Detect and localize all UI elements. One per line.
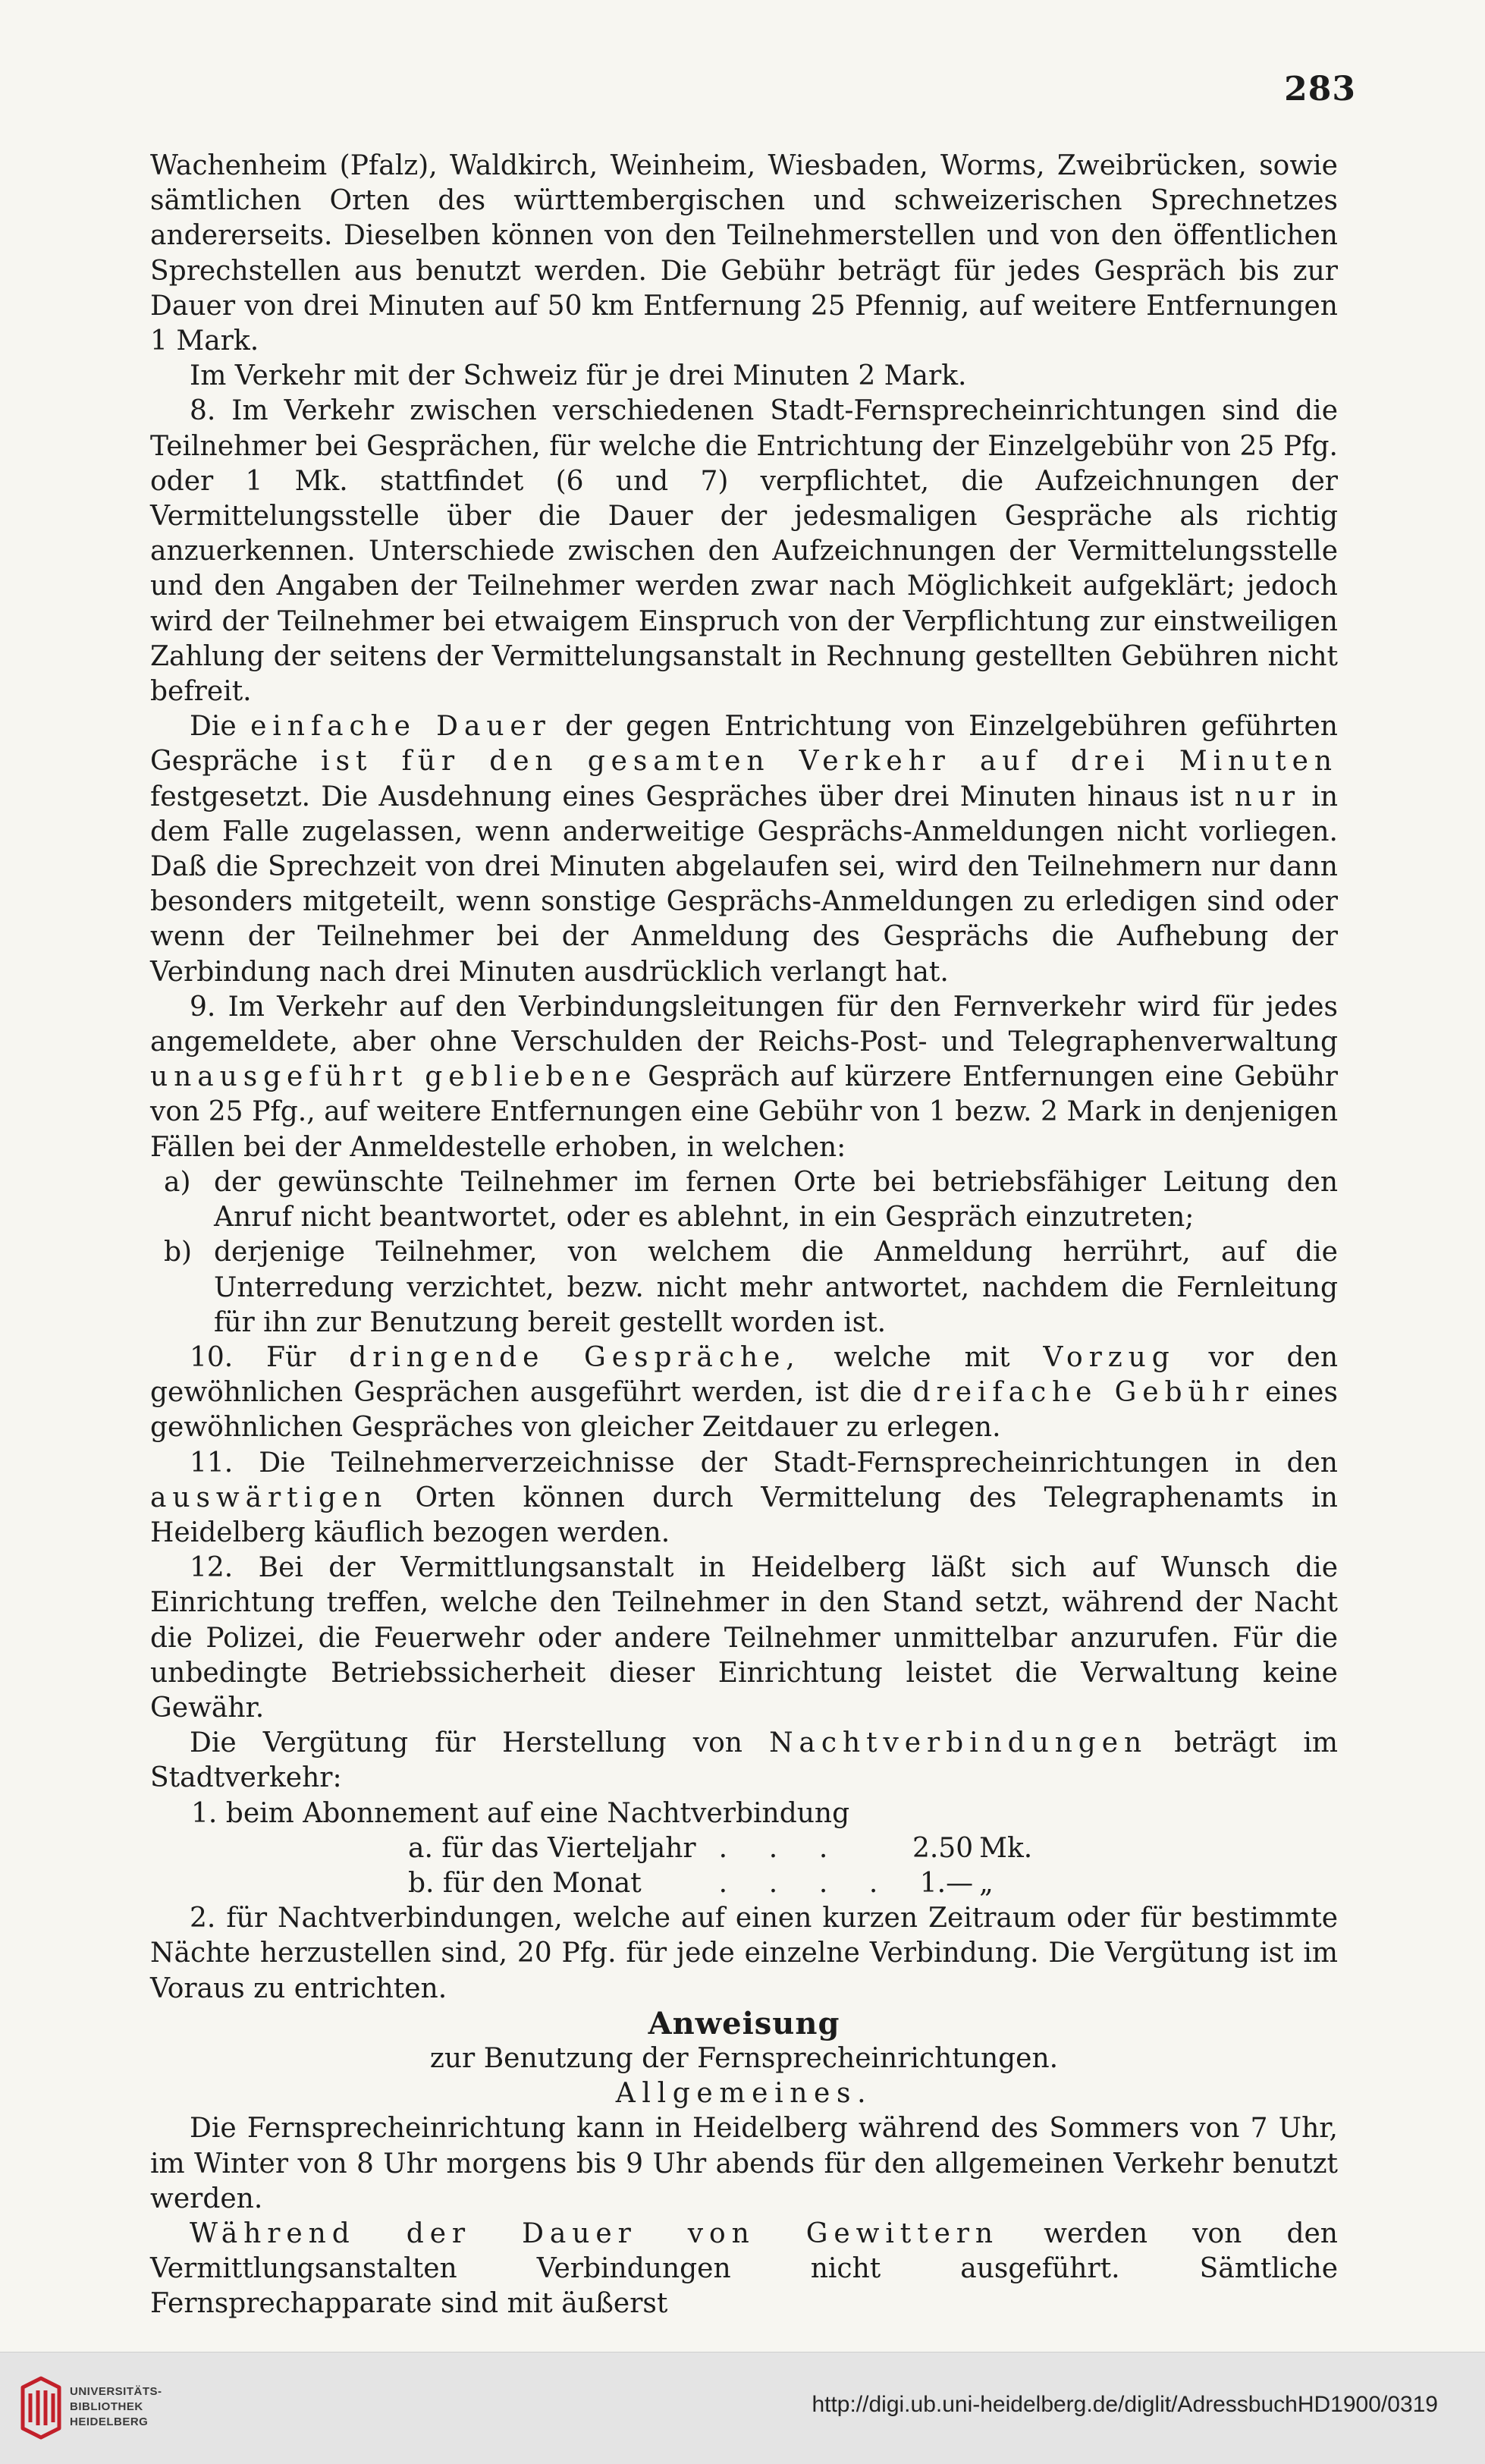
list-label: b) xyxy=(164,1237,193,1268)
s11-text-1: 11. Die Teilnehmerverzeichnisse der Stadt-Fernsprecheinrichtungen in den xyxy=(190,1447,1338,1479)
s8-text-1: der gegen Entrichtung von Einzelgebühren geführten Gespräche xyxy=(150,711,1338,778)
section-8-paragraph: 8. Im Verkehr zwischen verschiedenen Stadt-Fernsprecheinrichtungen sind die Teilnehmer bei Gesprächen, für welche die Entrichtung der Einzelgebühr von 25 Pfg. oder 1 Mk. stattfindet (6 und 7) verpflichtet, die Aufzeichnungen der Vermittelungsstelle über die Dauer der jedesmaligen Gespräche als richtig anzuerkennen. Unterschiede zwischen den Aufzeichnungen der Vermittelungsstelle und den Angaben der Teilnehmer werden zwar nach Möglichkeit aufgeklärt; jedoch wird der Teilnehmer bei etwaigem Einspruch von der Verpflichtung zur einstweiligen Zahlung der seitens der Vermittelungsanstalt in Rechnung gestellten Gebühren nicht befreit. xyxy=(150,395,1338,708)
rate-unit: Mk. xyxy=(979,1832,1033,1864)
spaced-thunderstorms: Während der Dauer von Gewittern xyxy=(190,2217,1000,2249)
viewer-footer xyxy=(0,2352,1485,2464)
intro-paragraph: Wachenheim (Pfalz), Waldkirch, Weinheim, Wiesbaden, Worms, Zweibrücken, sowie sämtlichen Orten des württembergischen und schweizerischen Sprechnetzes andererseits. Dieselben können von den Teilnehmerstellen und von den öffentlichen Sprechstellen aus benutzt werden. Die Gebühr beträgt für jedes Gespräch bis zur Dauer von drei Minuten auf 50 km Entfernung 25 Pfennig, auf weitere Entfernungen 1 Mark. xyxy=(150,150,1338,357)
rate-leader-dots: . . . . xyxy=(718,1867,894,1899)
s10-spaced-urgent-calls: dringende Gespräche, xyxy=(349,1341,801,1373)
intro-swiss-line: Im Verkehr mit der Schweiz für je drei Minuten 2 Mark. xyxy=(190,360,967,392)
night-connection-rates xyxy=(408,1831,1032,1901)
anweisung-paragraph-2 xyxy=(150,2217,1338,2322)
s9-text-2: Gespräch auf kürzere Entfernungen eine Gebühr von 25 Pfg., auf weitere Entfernungen eine Gebühr von 1 bezw. 2 Mark in denjenigen Fällen bei der Anmeldestelle erhoben, in welchen: xyxy=(150,1061,1338,1163)
section-9-item-a xyxy=(150,1165,1338,1235)
s10-text-2: welche mit xyxy=(834,1341,1010,1373)
library-logo-icon xyxy=(20,2375,62,2440)
logo-line-1: UNIVERSITÄTS- xyxy=(70,2385,162,2398)
section-10-paragraph xyxy=(150,1340,1338,1446)
list-text: der gewünschte Teilnehmer im fernen Orte bei betriebsfähiger Leitung den Anruf nicht beantwortet, oder es ablehnt, in ein Gespräch einzutreten; xyxy=(214,1166,1338,1234)
library-logo[interactable] xyxy=(20,2375,224,2444)
rate-leader-dots: . . . xyxy=(718,1832,844,1864)
s12-spaced-night-connections: Nachtverbindungen xyxy=(769,1727,1148,1759)
s10-spaced-priority: Vorzug xyxy=(1043,1341,1176,1373)
rate-row xyxy=(408,1831,1032,1866)
s12-pay-text-2: beträgt im Stadtverkehr: xyxy=(150,1727,1338,1794)
s8-spaced-simple-duration: einfache Dauer xyxy=(250,711,551,743)
section-12-paragraph: 12. Bei der Vermittlungsanstalt in Heidelberg läßt sich auf Wunsch die Einrichtung treffen, welche den Teilnehmer in den Stand setzt, während der Nacht die Polizei, die Feuerwehr oder andere Teilnehmer unmittelbar anzurufen. Für die unbedingte Betriebssicherheit dieser Einrichtung leistet die Verwaltung keine Gewähr. xyxy=(150,1552,1338,1724)
page-number: 283 xyxy=(1284,70,1356,108)
s8-spaced-only: nur xyxy=(1234,781,1301,812)
s11-spaced-external: auswärtigen xyxy=(150,1482,388,1513)
section-11-paragraph xyxy=(150,1446,1338,1551)
rate-amount: 1.— xyxy=(919,1867,974,1899)
list-text: derjenige Teilnehmer, von welchem die Anmeldung herrührt, auf die Unterredung verzichtet, bezw. nicht mehr antwortet, nachdem die Fernleitung für ihn zur Benutzung bereit gestellt worden ist. xyxy=(214,1237,1338,1338)
page-body xyxy=(150,149,1338,2322)
s8-lead: Die xyxy=(190,711,237,743)
anweisung-title: Anweisung xyxy=(648,2005,840,2041)
s11-text-2: Orten können durch Vermittelung des Telegraphenamts in Heidelberg käuflich bezogen werden. xyxy=(150,1482,1338,1548)
s12-pay-text-1: Die Vergütung für Herstellung von xyxy=(190,1727,742,1759)
s10-spaced-triple-fee: dreifache Gebühr xyxy=(912,1377,1254,1409)
logo-line-2: BIBLIOTHEK xyxy=(70,2400,143,2413)
s9-text-1: 9. Im Verkehr auf den Verbindungsleitungen für den Fernverkehr wird für jedes angemeldete, aber ohne Verschulden der Reichs-Post- und Telegraphenverwaltung xyxy=(150,991,1338,1058)
anweisung-text-1: werden von den Vermittlungsanstalten Verbindungen nicht ausgeführt. Sämtliche Fernsprechapparate sind mit äußerst xyxy=(150,2217,1338,2320)
rate-label: a. für das Vierteljahr xyxy=(408,1832,696,1864)
library-logo-text xyxy=(70,2384,162,2430)
s8-text-3: in dem Falle zugelassen, wenn anderweitige Gesprächs-Anmeldungen nicht vorliegen. Daß die Sprechzeit von drei Minuten abgelaufen sei, wird den Teilnehmern nur dann besonders mitgeteilt, wenn sonstige Gesprächs-Anmeldungen zu erledigen sind oder wenn der Teilnehmer bei der Anmeldung des Gesprächs die Aufhebung der Verbindung nach drei Minuten ausdrücklich verlangt hat. xyxy=(150,781,1339,988)
anweisung-paragraph-1: Die Fernsprecheinrichtung kann in Heidelberg während des Sommers von 7 Uhr, im Winter von 8 Uhr morgens bis 9 Uhr abends für den allgemeinen Verkehr benutzt werden. xyxy=(150,2113,1338,2214)
general-heading: Allgemeines. xyxy=(615,2078,873,2110)
rate-label: b. für den Monat xyxy=(408,1867,642,1899)
s10-text-1: 10. Für xyxy=(190,1341,316,1373)
section-12-item-1: 1. beim Abonnement auf eine Nachtverbindung xyxy=(191,1797,850,1829)
rate-row xyxy=(408,1866,1032,1901)
anweisung-subtitle: zur Benutzung der Fernsprecheinrichtungen. xyxy=(429,2042,1059,2074)
s10-text-4: eines gewöhnlichen Gespräches von gleicher Zeitdauer zu erlegen. xyxy=(150,1377,1338,1444)
s8-text-2: festgesetzt. Die Ausdehnung eines Gespräches über drei Minuten hinaus ist xyxy=(150,781,1224,812)
s8-spaced-total-traffic: ist für den gesamten Verkehr auf drei Minuten xyxy=(321,746,1338,778)
section-12-item-2: 2. für Nachtverbindungen, welche auf einen kurzen Zeitraum oder für bestimmte Nächte herzustellen sind, 20 Pfg. für jede einzelne Verbindung. Die Vergütung ist im Voraus zu entrichten. xyxy=(150,1903,1338,2004)
logo-line-3: HEIDELBERG xyxy=(70,2415,149,2428)
s10-text-3: vor den gewöhnlichen Gesprächen ausgeführt werden, ist die xyxy=(150,1341,1339,1409)
source-url[interactable]: http://digi.ub.uni-heidelberg.de/diglit/AdressbuchHD1900/0319 xyxy=(812,2392,1438,2417)
rate-amount: 2.50 xyxy=(912,1832,974,1864)
section-9-item-b xyxy=(150,1235,1338,1340)
section-9-paragraph xyxy=(150,990,1338,1165)
list-label: a) xyxy=(164,1166,191,1198)
section-12-payment-paragraph xyxy=(150,1726,1338,1796)
s9-spaced-unexecuted: unausgeführt gebliebene xyxy=(150,1061,638,1093)
section-8-duration-paragraph xyxy=(150,709,1338,990)
rate-unit: „ xyxy=(979,1867,994,1899)
